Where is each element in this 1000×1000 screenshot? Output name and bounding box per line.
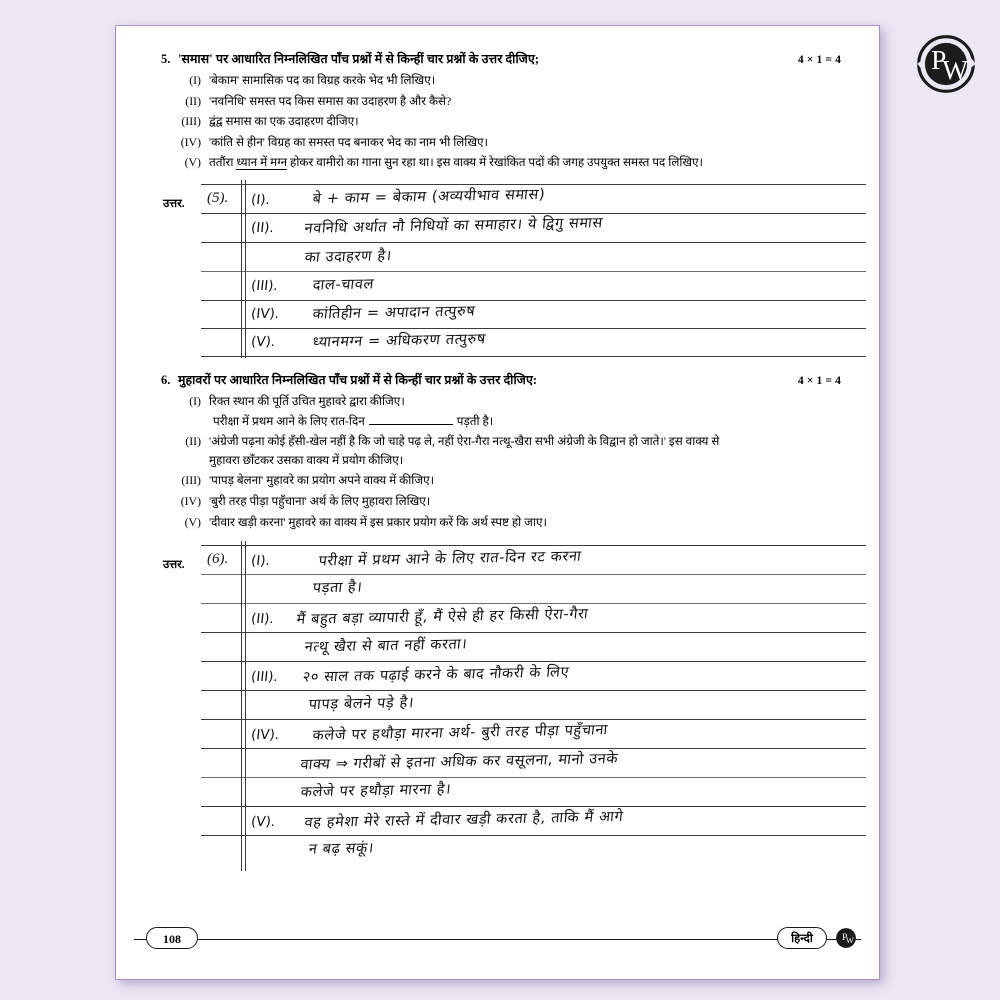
sub-roman-numeral: (IV) (180, 493, 201, 508)
handwritten-roman: (IV). (250, 727, 280, 744)
question-5-text: 'समास' पर आधारित निम्नलिखित पाँच प्रश्नों में से किन्हीं चार प्रश्नों के उत्तर दीजिए; (178, 52, 540, 66)
handwritten-roman: (II). (250, 611, 275, 628)
handwritten-line: नत्थू खैरा से बात नहीं करता। (303, 636, 469, 656)
answer-area-6 (161, 541, 841, 871)
sub-text: 'दीवार खड़ी करना' मुहावरे का वाक्य में इस प्रकार प्रयोग करें कि अर्थ स्पष्ट हो जाए। (209, 514, 547, 529)
handwritten-roman: (III). (250, 277, 279, 294)
blank-underline[interactable] (369, 413, 453, 425)
answer-question-number-6: (6). (207, 551, 229, 568)
rule-line (201, 356, 866, 357)
handwritten-line: २० साल तक पढ़ाई करने के बाद नौकरी के लिए (301, 664, 570, 686)
handwritten-line: कलेजे पर हथौड़ा मारना अर्थ- बुरी तरह पीड़ा पहुँचाना (311, 722, 609, 744)
handwritten-line: मैं बहुत बड़ा व्यापारी हूँ, मैं ऐसे ही हर किसी ऐरा-गैरा (295, 606, 590, 628)
svg-text:W: W (846, 935, 854, 945)
sub-text: द्वंद्व समास का एक उदाहरण दीजिए। (209, 114, 359, 129)
sub-text-after: होकर वामीरो का गाना सुन रहा था। इस वाक्य में रेखांकित पदों की जगह उपयुक्त समस्त पद लिखिए। (287, 155, 704, 170)
handwritten-roman: (I). (250, 553, 271, 570)
sub-text: 'नवनिधि' समस्त पद किस समास का उदाहरण है और कैसे? (209, 93, 452, 108)
handwritten-line: वाक्य ⇒ गरीबों से इतना अधिक कर वसूलना, मानो उनके (299, 751, 619, 774)
rule-line (201, 242, 866, 243)
rule-line (201, 271, 866, 272)
handwritten-line: बे + काम = बेकाम (अव्ययीभाव समास) (311, 186, 546, 208)
document-page (115, 25, 880, 980)
margin-rule-left (241, 180, 242, 358)
sub-roman-numeral: (III) (181, 473, 201, 488)
question-5-sub-5 (161, 154, 841, 171)
question-5-sub-1 (161, 72, 841, 89)
handwritten-roman: (III). (250, 669, 279, 686)
handwritten-line: वह हमेशा मेरे रास्ते में दीवार खड़ी करता है, ताकि मैं आगे (303, 809, 625, 832)
sub-text: रिक्त स्थान की पूर्ति उचित मुहावरे द्वारा कीजिए। (209, 393, 405, 408)
fill-text-after: पड़ती है। (456, 413, 494, 428)
subject-label: हिन्दी (777, 927, 827, 949)
handwritten-roman: (IV). (250, 305, 280, 322)
question-5-heading (161, 51, 841, 68)
fill-in-the-blank-row (213, 413, 841, 430)
pw-logo-small-icon (835, 927, 857, 949)
rule-line (201, 777, 866, 778)
question-6-heading (161, 372, 841, 389)
question-5-sub-4 (161, 134, 841, 151)
sub-text: 'बुरी तरह पीड़ा पहुँचाना' अर्थ के लिए मुहावरा लिखिए। (209, 493, 431, 508)
margin-rule-right (245, 180, 246, 358)
sub-text-before: ततौंरा (209, 155, 237, 170)
question-6-text: मुहावरों पर आधारित निम्नलिखित पाँच प्रश्नों में से किन्हीं चार प्रश्नों के उत्तर दीजिए: (178, 372, 538, 387)
rule-line (201, 690, 866, 691)
answer-label-6: उत्तर. (163, 559, 185, 572)
rule-line (201, 574, 866, 575)
handwritten-line: ध्यानमग्न = अधिकरण तत्पुरुष (311, 331, 487, 351)
sub-roman-numeral: (I) (189, 393, 201, 408)
handwritten-roman: (II). (250, 219, 275, 236)
handwritten-line: न बढ़ सकूं। (307, 840, 375, 858)
rule-line (201, 328, 866, 329)
handwritten-line: दाल-चावल (312, 276, 375, 294)
handwritten-line: कांतिहीन = अपादान तत्पुरुष (311, 303, 477, 323)
sub-roman-numeral: (V) (184, 155, 201, 170)
page-number: 108 (146, 927, 198, 949)
rule-line (201, 300, 866, 301)
handwritten-roman: (I). (250, 191, 271, 208)
sub-roman-numeral: (V) (184, 514, 201, 529)
handwritten-line: कलेजे पर हथौड़ा मारना है। (299, 781, 453, 801)
pw-logo-letter-w: W (942, 54, 969, 85)
footer-divider (134, 939, 861, 940)
handwritten-line: नवनिधि अर्थात नौ निधियों का समाहार। ये द्विगु समास (303, 215, 604, 237)
question-block-5 (161, 51, 841, 171)
question-6-sub-4 (161, 493, 841, 510)
handwritten-line: पड़ता है। (312, 579, 364, 597)
sub-roman-numeral: (I) (189, 73, 201, 87)
sub-text-continued: मुहावरा छाँटकर उसका वाक्य में प्रयोग कीजिए। (209, 452, 404, 467)
svg-text:P: P (842, 933, 848, 944)
question-5-number: 5. (161, 52, 171, 66)
underlined-phrase: ध्यान में मग्न (236, 155, 288, 170)
sub-roman-numeral: (II) (185, 434, 201, 449)
ruled-sheet-5 (201, 180, 866, 358)
ruled-sheet-6 (201, 541, 866, 871)
rule-line (201, 835, 866, 836)
margin-rule-left (241, 541, 242, 871)
sub-text: 'अंग्रेजी पढ़ना कोई हँसी-खेल नहीं है कि जो चाहे पढ़ ले, नहीं ऐरा-गैरा नत्थू-खैरा सभी अंग्रेजी के विद्वान हो जाते।' इस वाक्य से (209, 434, 720, 449)
fill-text-before: परीक्षा में प्रथम आने के लिए रात-दिन (213, 413, 365, 428)
question-5-marks: 4 × 1 = 4 (797, 53, 841, 66)
handwritten-roman: (V). (250, 814, 276, 831)
sub-text: 'पापड़ बेलना' मुहावरे का प्रयोग अपने वाक्य में कीजिए। (209, 473, 435, 488)
question-block-6 (161, 372, 841, 530)
question-6-number: 6. (161, 372, 171, 387)
sub-roman-numeral: (III) (181, 114, 201, 129)
question-6-marks: 4 × 1 = 4 (797, 373, 841, 387)
sub-roman-numeral: (IV) (180, 134, 201, 149)
page-footer (116, 927, 879, 951)
handwritten-line: पापड़ बेलने पड़े है। (307, 695, 415, 714)
question-6-sub-5 (161, 514, 841, 531)
handwritten-line: परीक्षा में प्रथम आने के लिए रात-दिन रट करना (317, 548, 583, 570)
pw-logo-letter-p: P (931, 44, 947, 75)
sub-text: 'बेकाम' सामासिक पद का विग्रह करके भेद भी लिखिए। (209, 73, 436, 87)
answer-area-5 (161, 180, 841, 358)
margin-rule-right (245, 541, 246, 871)
question-5-sub-2 (161, 93, 841, 110)
page-content (161, 51, 841, 871)
question-6-sub-3 (161, 472, 841, 489)
question-6-sub-1 (161, 393, 841, 429)
sub-text (209, 154, 841, 171)
sub-roman-numeral: (II) (185, 93, 201, 108)
pw-logo-icon (915, 33, 977, 95)
question-6-sub-2 (161, 433, 841, 468)
answer-question-number-5: (5). (207, 189, 229, 206)
answer-label-5: उत्तर. (163, 197, 185, 210)
rule-line (201, 632, 866, 633)
question-5-sub-3 (161, 113, 841, 130)
handwritten-line: का उदाहरण है। (303, 248, 393, 266)
handwritten-roman: (V). (250, 333, 276, 350)
sub-text: 'कांति से हीन' विग्रह का समस्त पद बनाकर भेद का नाम भी लिखिए। (209, 134, 488, 149)
